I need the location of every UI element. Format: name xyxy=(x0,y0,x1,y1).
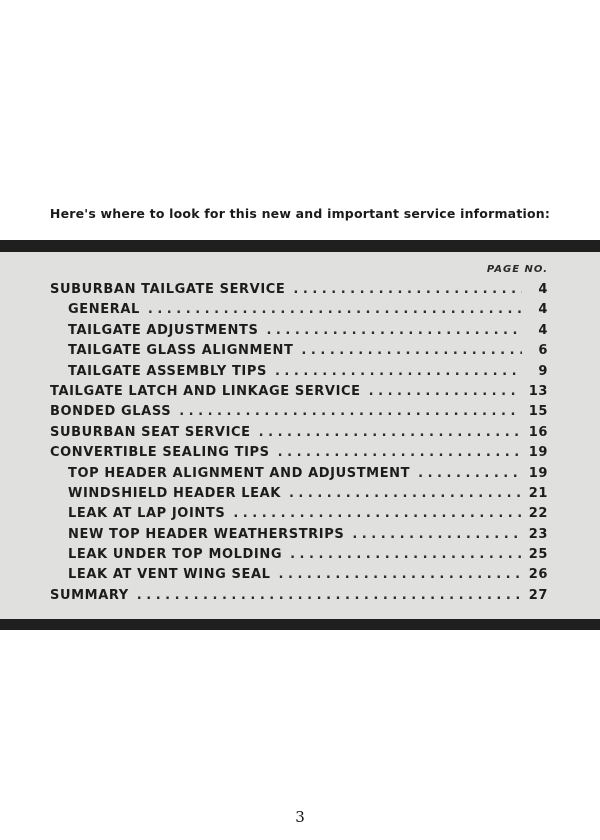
dot-leader xyxy=(289,484,521,504)
toc-entry-page-number: 21 xyxy=(528,485,548,501)
dot-leader xyxy=(179,402,521,422)
toc-entry xyxy=(0,280,600,300)
dot-leader xyxy=(259,423,521,443)
toc-entry-title: CONVERTIBLE SEALING TIPS xyxy=(50,445,270,461)
toc-entry xyxy=(0,402,600,422)
toc-entry xyxy=(0,423,600,443)
toc-entry-title: SUMMARY xyxy=(50,587,129,603)
page-number: 3 xyxy=(295,808,305,826)
toc-entry xyxy=(0,341,600,361)
toc-entry-page-number: 19 xyxy=(528,445,548,461)
dot-leader xyxy=(233,504,520,524)
toc-entry xyxy=(0,443,600,463)
toc-entry-page-number: 19 xyxy=(528,465,548,481)
toc-entry-page-number: 6 xyxy=(538,343,548,359)
toc-entry xyxy=(0,586,600,606)
toc-entry-title: LEAK AT LAP JOINTS xyxy=(68,506,226,522)
toc-list xyxy=(0,280,600,606)
dot-leader xyxy=(352,525,520,545)
toc-entry-title: LEAK AT VENT WING SEAL xyxy=(68,567,271,583)
toc-entry-title: TOP HEADER ALIGNMENT AND ADJUSTMENT xyxy=(68,465,411,481)
dot-leader xyxy=(279,565,521,585)
page-number-column-header: PAGE NO. xyxy=(486,264,548,275)
toc-entry xyxy=(0,545,600,565)
dot-leader xyxy=(266,321,522,341)
toc-entry-page-number: 13 xyxy=(528,383,548,399)
dot-leader xyxy=(290,545,521,565)
toc-entry-page-number: 22 xyxy=(528,506,548,522)
toc-entry-title: SUBURBAN TAILGATE SERVICE xyxy=(50,282,286,297)
toc-entry xyxy=(0,300,600,320)
dot-leader xyxy=(301,341,522,361)
toc-entry-page-number: 25 xyxy=(528,547,548,563)
dot-leader xyxy=(418,464,521,484)
toc-entry-title: NEW TOP HEADER WEATHERSTRIPS xyxy=(68,526,345,542)
top-rule xyxy=(0,240,600,252)
toc-entry-title: LEAK UNDER TOP MOLDING xyxy=(68,547,283,563)
dot-leader xyxy=(148,300,522,320)
toc-entry-page-number: 27 xyxy=(528,587,548,603)
toc-entry-page-number: 26 xyxy=(528,567,548,583)
toc-entry-page-number: 16 xyxy=(528,424,548,440)
toc-entry xyxy=(0,321,600,341)
toc-entry-title: TAILGATE GLASS ALIGNMENT xyxy=(68,343,294,359)
toc-entry xyxy=(0,464,600,484)
dot-leader xyxy=(369,382,521,402)
toc-entry xyxy=(0,565,600,585)
toc-entry-title: TAILGATE LATCH AND LINKAGE SERVICE xyxy=(50,383,361,399)
toc-entry-page-number: 4 xyxy=(538,302,548,318)
table-of-contents xyxy=(0,240,600,630)
toc-entry xyxy=(0,362,600,382)
toc-entry xyxy=(0,382,600,402)
toc-entry xyxy=(0,525,600,545)
toc-entry-title: GENERAL xyxy=(68,302,140,318)
intro-text: Here's where to look for this new and important service information: xyxy=(49,206,551,221)
toc-entry xyxy=(0,484,600,504)
toc-entry-title: TAILGATE ADJUSTMENTS xyxy=(68,322,259,338)
toc-entry-title: BONDED GLASS xyxy=(50,404,172,420)
toc-entry-page-number: 15 xyxy=(528,404,548,420)
dot-leader xyxy=(275,362,522,382)
toc-entry-page-number: 4 xyxy=(538,322,548,338)
toc-entry-page-number: 4 xyxy=(538,282,548,297)
toc-entry-title: TAILGATE ASSEMBLY TIPS xyxy=(68,363,267,379)
toc-entry-title: WINDSHIELD HEADER LEAK xyxy=(68,485,281,501)
bottom-rule xyxy=(0,619,600,630)
dot-leader xyxy=(278,443,521,463)
toc-entry-page-number: 23 xyxy=(528,526,548,542)
toc-entry-page-number: 9 xyxy=(538,363,548,379)
dot-leader xyxy=(293,280,522,300)
toc-entry-title: SUBURBAN SEAT SERVICE xyxy=(50,424,251,440)
toc-entry xyxy=(0,504,600,524)
dot-leader xyxy=(137,586,521,606)
